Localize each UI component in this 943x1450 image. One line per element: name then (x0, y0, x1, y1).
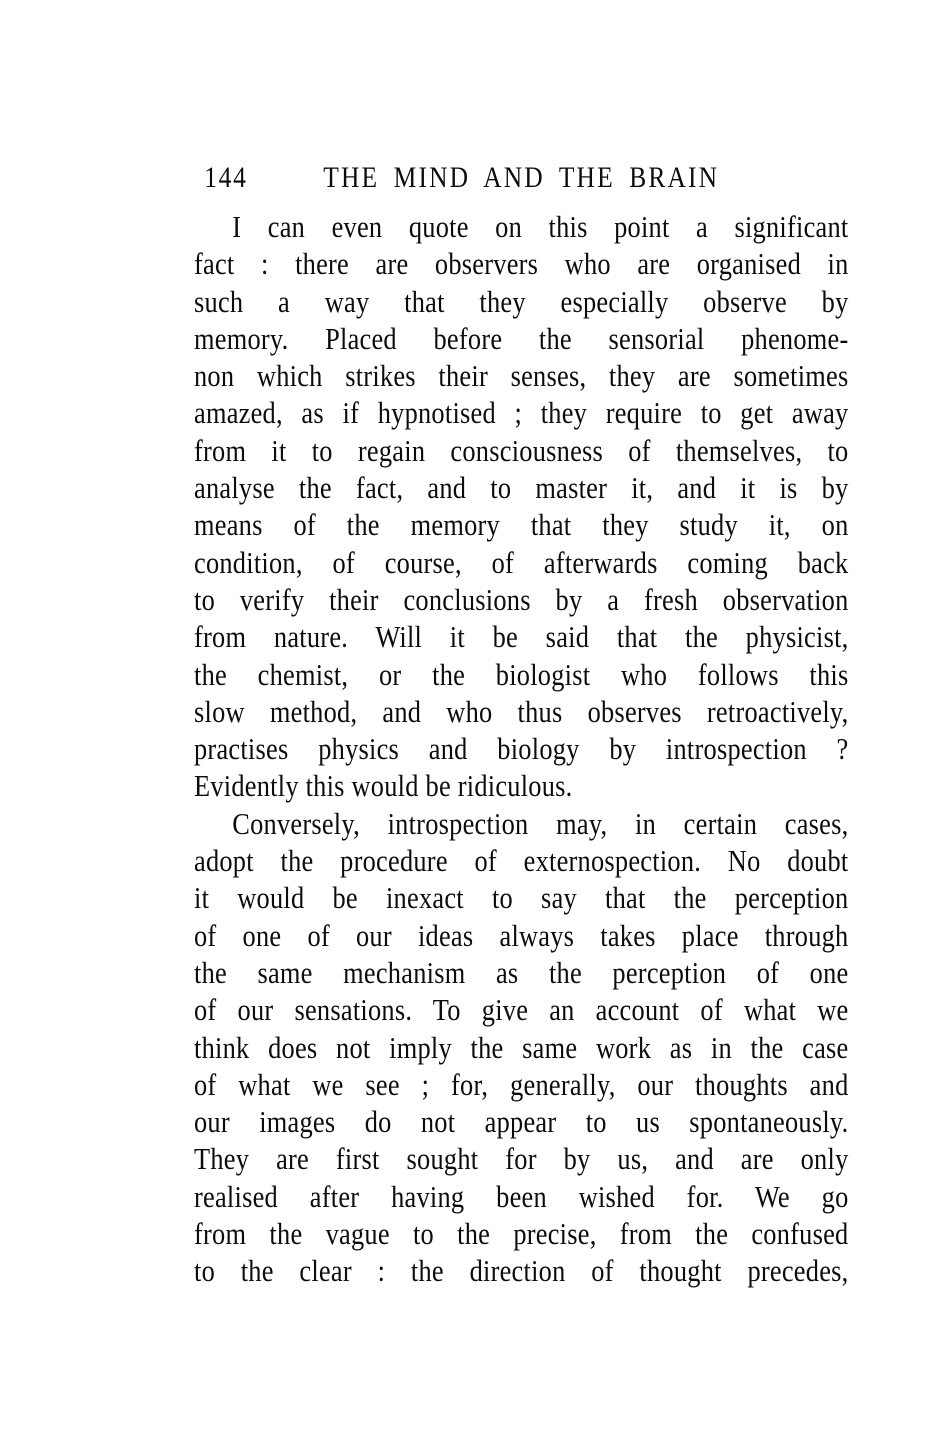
text-line: non which strikes their senses, they are sometimes (194, 358, 849, 394)
text-line: means of the memory that they study it, on (194, 507, 849, 543)
text-line: adopt the procedure of externospection. No doubt (194, 843, 849, 879)
text-line: of one of our ideas always takes place through (194, 917, 849, 953)
text-line: the same mechanism as the perception of one (194, 954, 849, 990)
text-line: condition, of course, of afterwards coming back (194, 544, 849, 580)
text-line: analyse the fact, and to master it, and it is by (194, 470, 849, 506)
text-line: practises physics and biology by introspection ? (194, 731, 849, 767)
text-line: such a way that they especially observe by (194, 283, 849, 319)
text-line: the chemist, or the biologist who follows this (194, 656, 849, 692)
text-line: They are first sought for by us, and are only (194, 1141, 849, 1177)
text-line: Conversely, introspection may, in certain cases, (232, 805, 849, 841)
text-line: of our sensations. To give an account of what we (194, 992, 849, 1028)
text-line: I can even quote on this point a significant (232, 209, 849, 244)
text-line: our images do not appear to us spontaneously. (194, 1104, 849, 1140)
body-text (194, 208, 849, 1290)
text-line: amazed, as if hypnotised ; they require to get away (194, 395, 849, 431)
text-line: slow method, and who thus observes retroactively, (194, 693, 849, 729)
text-line: to the clear : the direction of thought precedes, (194, 1253, 849, 1289)
text-line: memory. Placed before the sensorial phenome- (194, 320, 849, 356)
text-line: think does not imply the same work as in the case (194, 1029, 849, 1065)
page-number: 144 (204, 161, 248, 194)
text-line: from the vague to the precise, from the confused (194, 1216, 849, 1252)
page-header (194, 162, 849, 196)
text-line: it would be inexact to say that the perception (194, 880, 849, 916)
text-line: from nature. Will it be said that the physicist, (194, 619, 849, 655)
text-line: realised after having been wished for. We go (194, 1178, 849, 1214)
text-line: fact : there are observers who are organised in (194, 246, 849, 282)
text-line: to verify their conclusions by a fresh observation (194, 581, 849, 617)
text-line: from it to regain consciousness of themselves, to (194, 432, 849, 468)
text-line: Evidently this would be ridiculous. (194, 768, 573, 804)
text-line: of what we see ; for, generally, our thoughts and (194, 1066, 849, 1102)
running-title: THE MIND AND THE BRAIN (323, 161, 720, 194)
